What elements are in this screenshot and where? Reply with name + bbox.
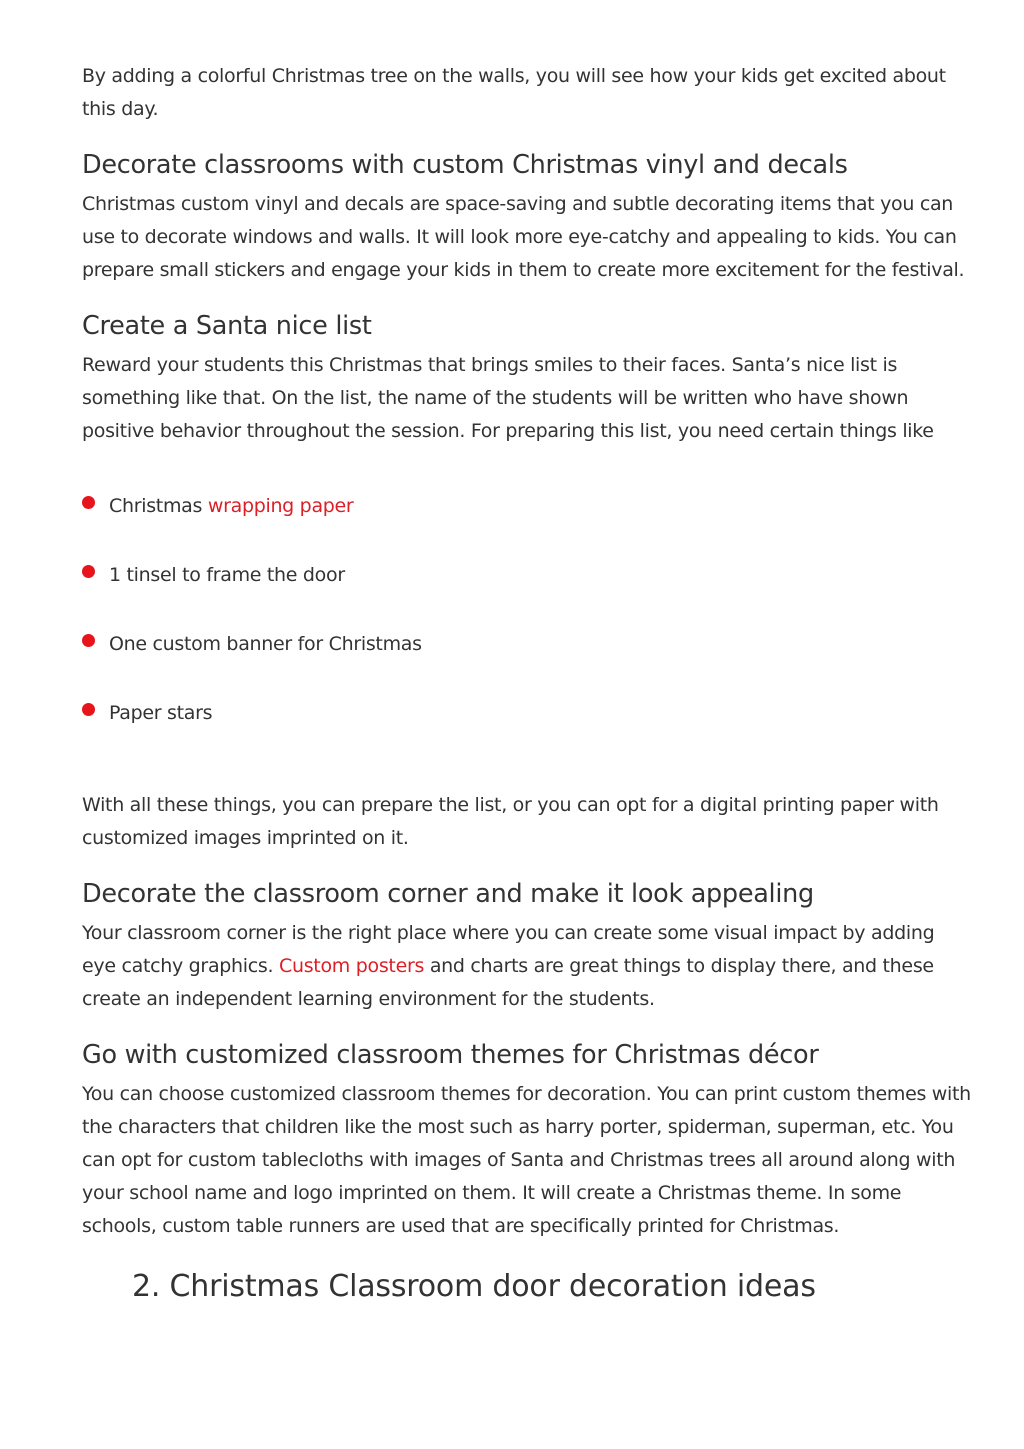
list-item [82, 697, 972, 766]
heading-classroom-themes: Go with customized classroom themes for Christmas décor [82, 1040, 819, 1070]
list-item [82, 559, 972, 628]
santa-paragraph: Reward your students this Christmas that brings smiles to their faces. Santa’s nice list is something like that. On the list, the name of the students will be written who have shown positive behavior throughout the session. For preparing this list, you need certain things like [82, 354, 934, 442]
themes-paragraph: You can choose customized classroom themes for decoration. You can print custom themes with the characters that children like the most such as harry porter, spiderman, superman, etc. You can opt for custom tablecloths with images of Santa and Christmas trees all around along with your school name and logo imprinted on them. It will create a Christmas theme. In some schools, custom table runners are used that are specifically printed for Christmas. [82, 1083, 971, 1237]
vinyl-paragraph: Christmas custom vinyl and decals are space-saving and subtle decorating items that you can use to decorate windows and walls. It will look more eye-catchy and appealing to kids. You can prepare small stickers and engage your kids in them to create more excitement for the festival. [82, 193, 965, 281]
santa-after-paragraph: With all these things, you can prepare the list, or you can opt for a digital printing paper with customized images imprinted on it. [82, 794, 939, 849]
bullet-dot-icon [82, 703, 95, 716]
article-content [82, 60, 972, 1307]
bullet-dot-icon [82, 565, 95, 578]
corner-text-after: and charts are great things to display there, and these create an independent learning environment for the students. [82, 955, 934, 1010]
list-item-text: Christmas [109, 495, 208, 517]
section-door-decoration-heading: 2. Christmas Classroom door decoration ideas [132, 1269, 816, 1304]
list-item-text: One custom banner for Christmas [109, 633, 422, 655]
bullet-dot-icon [82, 634, 95, 647]
supplies-list [82, 490, 972, 766]
heading-vinyl-decals: Decorate classrooms with custom Christmas vinyl and decals [82, 150, 848, 180]
corner-paragraph [82, 917, 972, 1016]
custom-posters-link[interactable]: Custom posters [279, 955, 425, 977]
intro-paragraph: By adding a colorful Christmas tree on the walls, you will see how your kids get excited about this day. [82, 65, 946, 120]
heading-santa-list: Create a Santa nice list [82, 311, 372, 341]
list-item-text: Paper stars [109, 702, 213, 724]
list-item-text: 1 tinsel to frame the door [109, 564, 345, 586]
list-item [82, 628, 972, 697]
corner-text-before: Your classroom corner is the right place where you can create some visual impact by adding eye catchy graphics. [82, 922, 935, 977]
wrapping-paper-link[interactable]: wrapping paper [207, 495, 354, 517]
bullet-dot-icon [82, 496, 95, 509]
heading-classroom-corner: Decorate the classroom corner and make it look appealing [82, 879, 814, 909]
list-item [82, 490, 972, 559]
